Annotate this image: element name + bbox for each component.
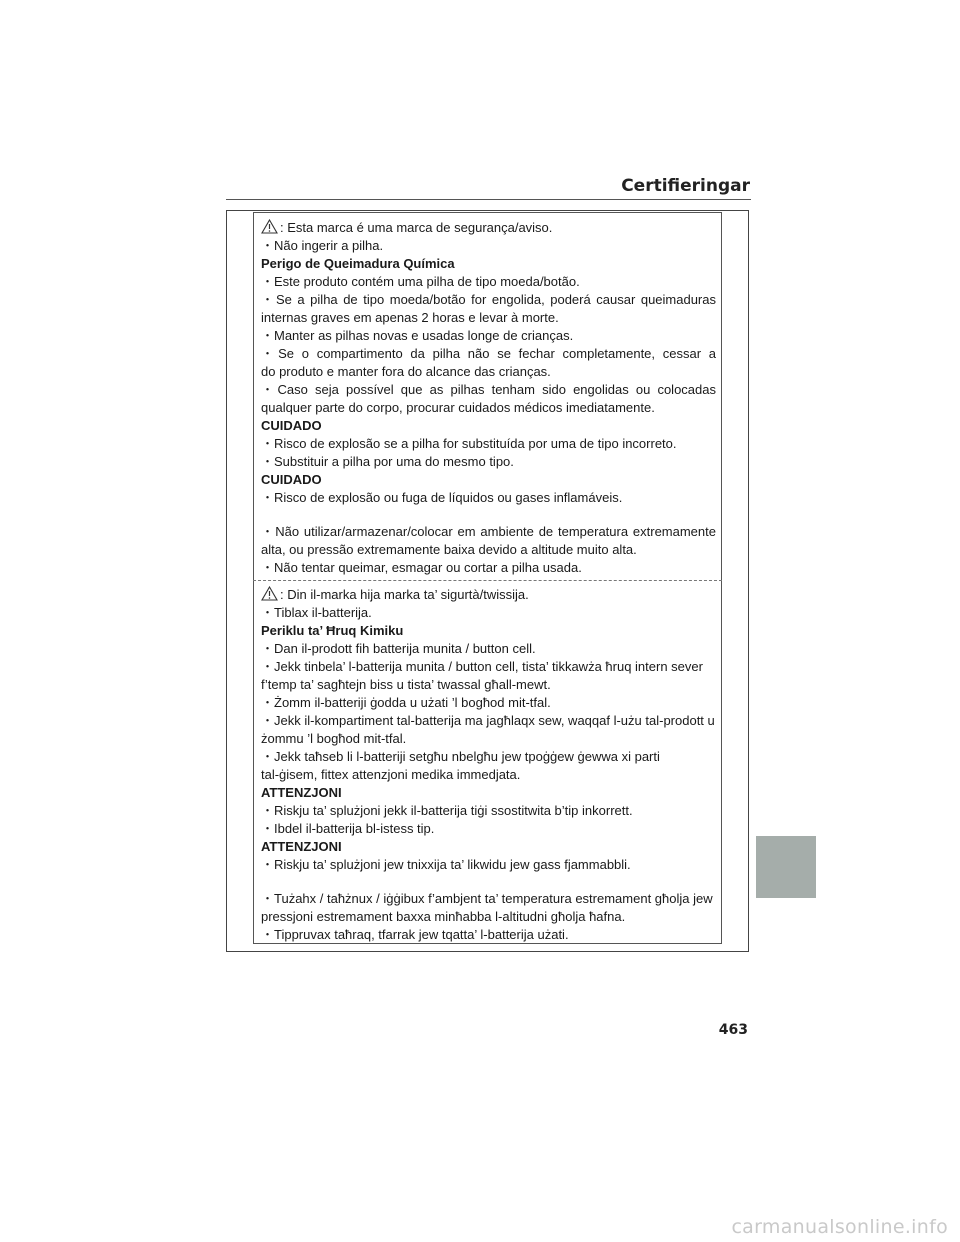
caution-heading: CUIDADO xyxy=(261,472,322,487)
instruction-line: ・Risco de explosão se a pilha for substituída por uma de tipo incorreto. xyxy=(261,436,677,451)
instruction-line: ・Żomm il-batteriji ġodda u użati ’l bogħod mit-tfal. xyxy=(261,695,551,710)
instruction-line: ・Riskju ta’ splużjoni jekk il-batterija tiġi ssostitwita b’tip inkorrett. xyxy=(261,803,633,818)
instruction-line: tal-ġisem, fittex attenzjoni medika immedjata. xyxy=(261,767,521,782)
page-header-title: Certifieringar xyxy=(621,176,750,196)
mark-description: : Din il-marka hija marka ta’ sigurtà/twissija. xyxy=(280,587,529,602)
instruction-line: ・Riskju ta’ splużjoni jew tnixxija ta’ likwidu jew gass fjammabbli. xyxy=(261,857,631,872)
instruction-line: ・Substituir a pilha por uma do mesmo tipo. xyxy=(261,454,514,469)
section-heading: Periklu ta’ Ħruq Kimiku xyxy=(261,623,404,638)
instruction-line: ・Ibdel il-batterija bl-istess tip. xyxy=(261,821,435,836)
page-number: 463 xyxy=(718,1022,748,1038)
instruction-line: ・Este produto contém uma pilha de tipo moeda/botão. xyxy=(261,274,580,289)
instruction-line: ・Se o compartimento da pilha não se fechar completamente, cessar a xyxy=(261,346,716,361)
instruction-line: ・Se a pilha de tipo moeda/botão for engolida, poderá causar queimaduras xyxy=(261,292,716,307)
instruction-line: ・Tiblax il-batterija. xyxy=(261,605,372,620)
instruction-line: ・Não ingerir a pilha. xyxy=(261,238,384,253)
instruction-line: ・Não utilizar/armazenar/colocar em ambiente de temperatura extremamente xyxy=(261,524,716,539)
instruction-line: ・Caso seja possível que as pilhas tenham sido engolidas ou colocadas xyxy=(261,382,716,397)
watermark-text: carmanualsonline.info xyxy=(731,1216,948,1238)
warning-section-maltese xyxy=(261,586,716,944)
warning-triangle-icon xyxy=(261,219,278,234)
instruction-line: ・Dan il-prodott fih batterija munita / button cell. xyxy=(261,641,536,656)
instruction-line: ・Tużahx / taħżnux / iġġibux f’ambjent ta’ temperatura estremament għolja jew xyxy=(261,891,713,906)
caution-heading: ATTENZJONI xyxy=(261,785,342,800)
instruction-line: ・Jekk taħseb li l-batteriji setgħu nbelgħu jew tpoġġew ġewwa xi parti xyxy=(261,749,660,764)
chapter-side-tab xyxy=(756,836,816,898)
instruction-line: żommu ’l bogħod mit-tfal. xyxy=(261,731,407,746)
instruction-line: alta, ou pressão extremamente baixa devido a altitude muito alta. xyxy=(261,542,637,557)
instruction-line: internas graves em apenas 2 horas e levar à morte. xyxy=(261,310,559,325)
caution-heading: CUIDADO xyxy=(261,418,322,433)
instruction-line: ・Risco de explosão ou fuga de líquidos ou gases inflamáveis. xyxy=(261,490,623,505)
header-rule xyxy=(226,199,751,200)
instruction-line: qualquer parte do corpo, procurar cuidados médicos imediatamente. xyxy=(261,400,655,415)
warning-mark-line xyxy=(261,219,716,237)
warning-triangle-icon xyxy=(261,586,278,601)
instruction-line: ・Jekk tinbela’ l-batterija munita / button cell, tista’ tikkawża ħruq intern sever xyxy=(261,659,703,674)
section-divider xyxy=(253,580,722,581)
section-heading: Perigo de Queimadura Química xyxy=(261,256,455,271)
instruction-line: ・Jekk il-kompartiment tal-batterija ma jagħlaqx sew, waqqaf l-użu tal-prodott u xyxy=(261,713,715,728)
instruction-line: pressjoni estremament baxxa minħabba l-altitudni għolja ħafna. xyxy=(261,909,626,924)
warning-mark-line xyxy=(261,586,716,604)
instruction-line: ・Tippruvax taħraq, tfarrak jew tqatta’ l-batterija użati. xyxy=(261,927,569,942)
warning-section-portuguese xyxy=(261,219,716,577)
instruction-line: f’temp ta’ sagħtejn biss u tista’ twassal għall-mewt. xyxy=(261,677,551,692)
mark-description: : Esta marca é uma marca de segurança/aviso. xyxy=(280,220,553,235)
instruction-line: ・Não tentar queimar, esmagar ou cortar a pilha usada. xyxy=(261,560,582,575)
caution-heading: ATTENZJONI xyxy=(261,839,342,854)
instruction-line: ・Manter as pilhas novas e usadas longe de crianças. xyxy=(261,328,574,343)
instruction-line: do produto e manter fora do alcance das crianças. xyxy=(261,364,551,379)
